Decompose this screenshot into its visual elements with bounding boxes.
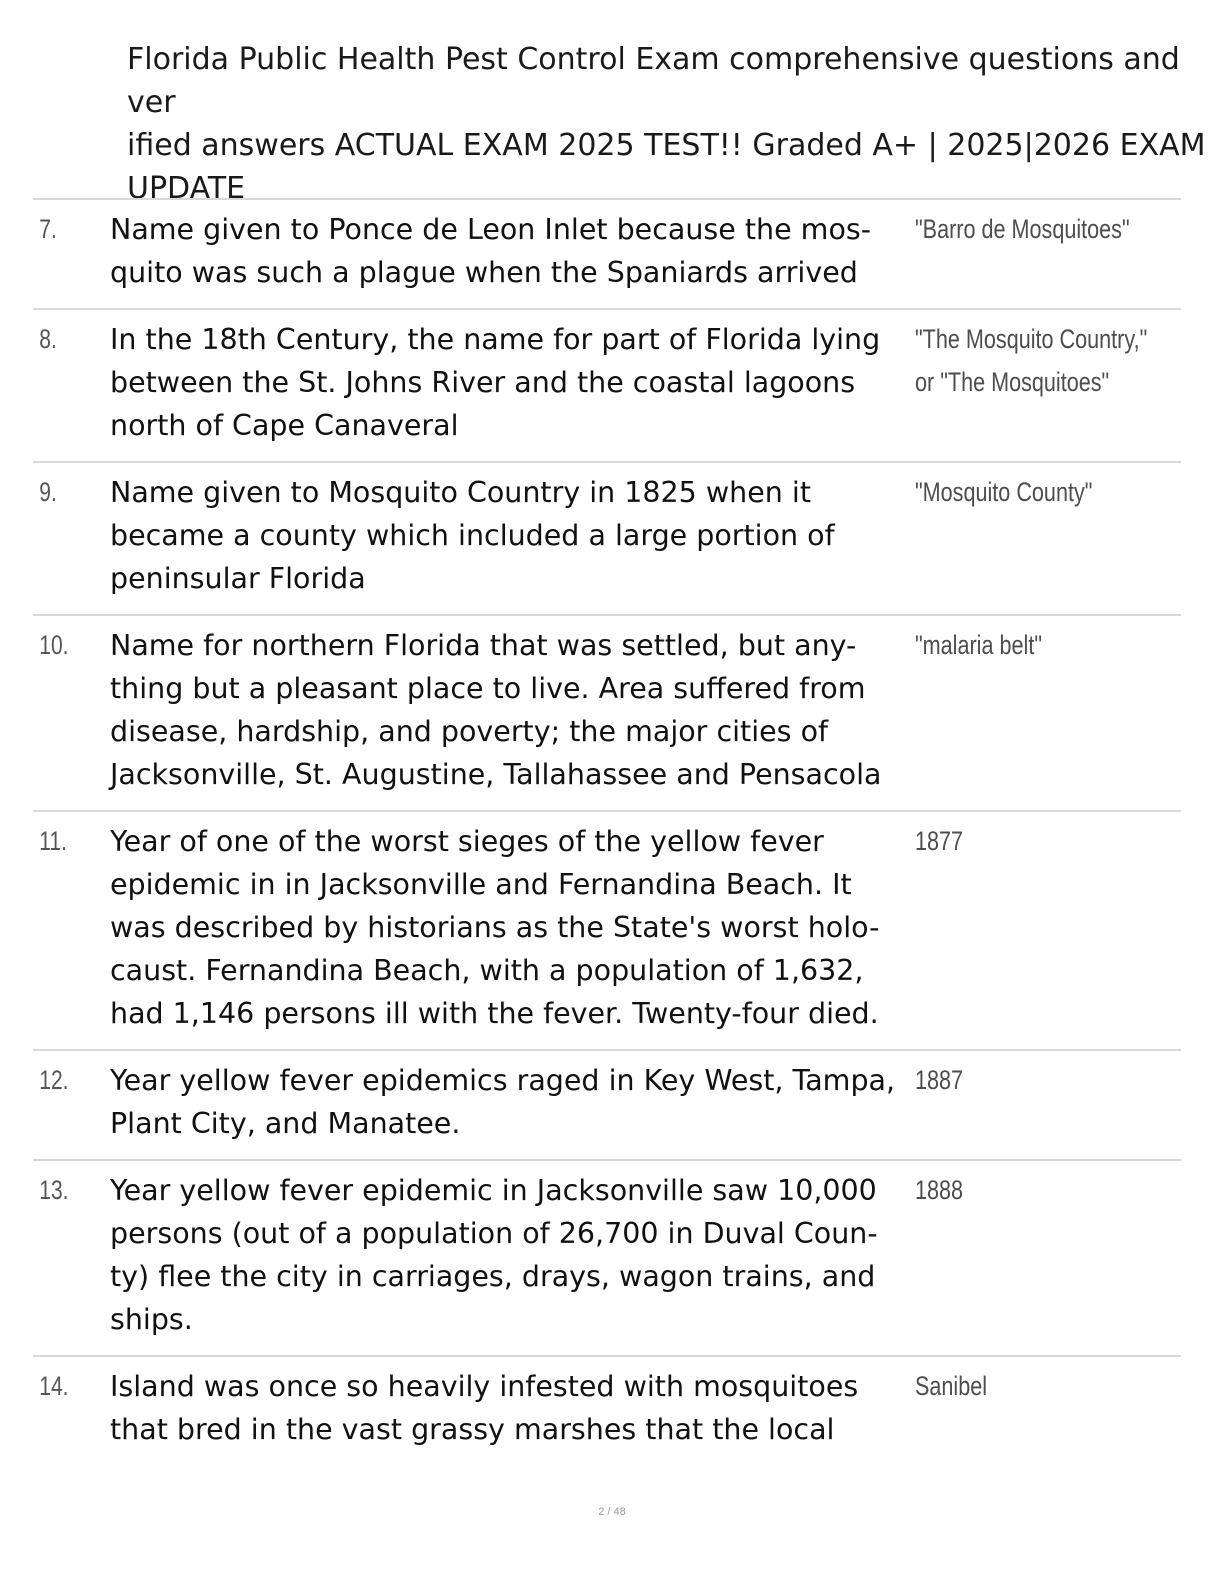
question-text: In the 18th Century, the name for part of Florida lying between the St. Johns River and the coastal lagoons north of Cape Canaveral [110, 323, 881, 442]
question-text: Island was once so heavily infested with mosquitoes that bred in the vast grassy marshes that the local [110, 1370, 859, 1446]
answer-text: "Mosquito County" [915, 477, 1093, 507]
answer-text: Sanibel [915, 1371, 988, 1401]
answer-cell [905, 820, 1181, 863]
document-title: Florida Public Health Pest Control Exam comprehensive questions and ver ified answers ACTUAL EXAM 2025 TEST!! Graded A+ | 2025|2026 EXAM UPDATE [127, 42, 1206, 206]
qa-row-10 [33, 614, 1181, 810]
question-number: 12. [39, 1065, 69, 1095]
answer-text: "malaria belt" [915, 630, 1042, 660]
qa-row-7 [33, 198, 1181, 308]
answer-cell [905, 1169, 1181, 1212]
answer-cell [905, 1059, 1181, 1102]
question-text: Year yellow fever epidemics raged in Key West, Tampa, Plant City, and Manatee. [110, 1064, 896, 1140]
question-number: 10. [39, 630, 69, 660]
answer-cell [905, 318, 1205, 404]
question-text: Name given to Ponce de Leon Inlet because the mos- quito was such a plague when the Spaniards arrived [110, 213, 872, 289]
answer-cell [905, 624, 1181, 667]
answer-text: "The Mosquito Country," or "The Mosquitoes" [915, 324, 1148, 397]
question-number: 9. [39, 477, 57, 507]
answer-text: 1887 [915, 1065, 964, 1095]
qa-row-12 [33, 1049, 1181, 1159]
qa-row-11 [33, 810, 1181, 1049]
qa-row-14 [33, 1355, 1181, 1465]
question-number: 8. [39, 324, 57, 354]
question-number: 14. [39, 1371, 69, 1401]
question-text: Year yellow fever epidemic in Jacksonville saw 10,000 persons (out of a population of 26,700 in Duval Coun- ty) flee the city in carriages, drays, wagon trains, and ships. [110, 1174, 878, 1336]
question-text: Name for northern Florida that was settled, but any- thing but a pleasant place to live. Area suffered from disease, hardship, and poverty; the major cities of Jacksonville, St. Augustine, Tallahassee and Pensacola [110, 629, 882, 791]
answer-text: 1888 [915, 1175, 964, 1205]
question-number: 7. [39, 214, 57, 244]
qa-row-9 [33, 461, 1181, 614]
question-text: Name given to Mosquito Country in 1825 when it became a county which included a large portion of peninsular Florida [110, 476, 835, 595]
qa-list [33, 198, 1181, 1465]
page-number: 2 / 48 [598, 1506, 626, 1518]
qa-row-8 [33, 308, 1181, 461]
question-number: 13. [39, 1175, 69, 1205]
question-number: 11. [39, 826, 67, 856]
question-text: Year of one of the worst sieges of the yellow fever epidemic in in Jacksonville and Fernandina Beach. It was described by historians as the State's worst holo- caust. Fernandina Beach, with a population of 1,632, had 1,146 persons ill with the fever. Twenty-four died. [110, 825, 880, 1030]
answer-text: "Barro de Mosquitoes" [915, 214, 1130, 244]
answer-cell [905, 208, 1183, 251]
qa-row-13 [33, 1159, 1181, 1355]
answer-cell [905, 1365, 1181, 1408]
answer-text: 1877 [915, 826, 964, 856]
answer-cell [905, 471, 1181, 514]
